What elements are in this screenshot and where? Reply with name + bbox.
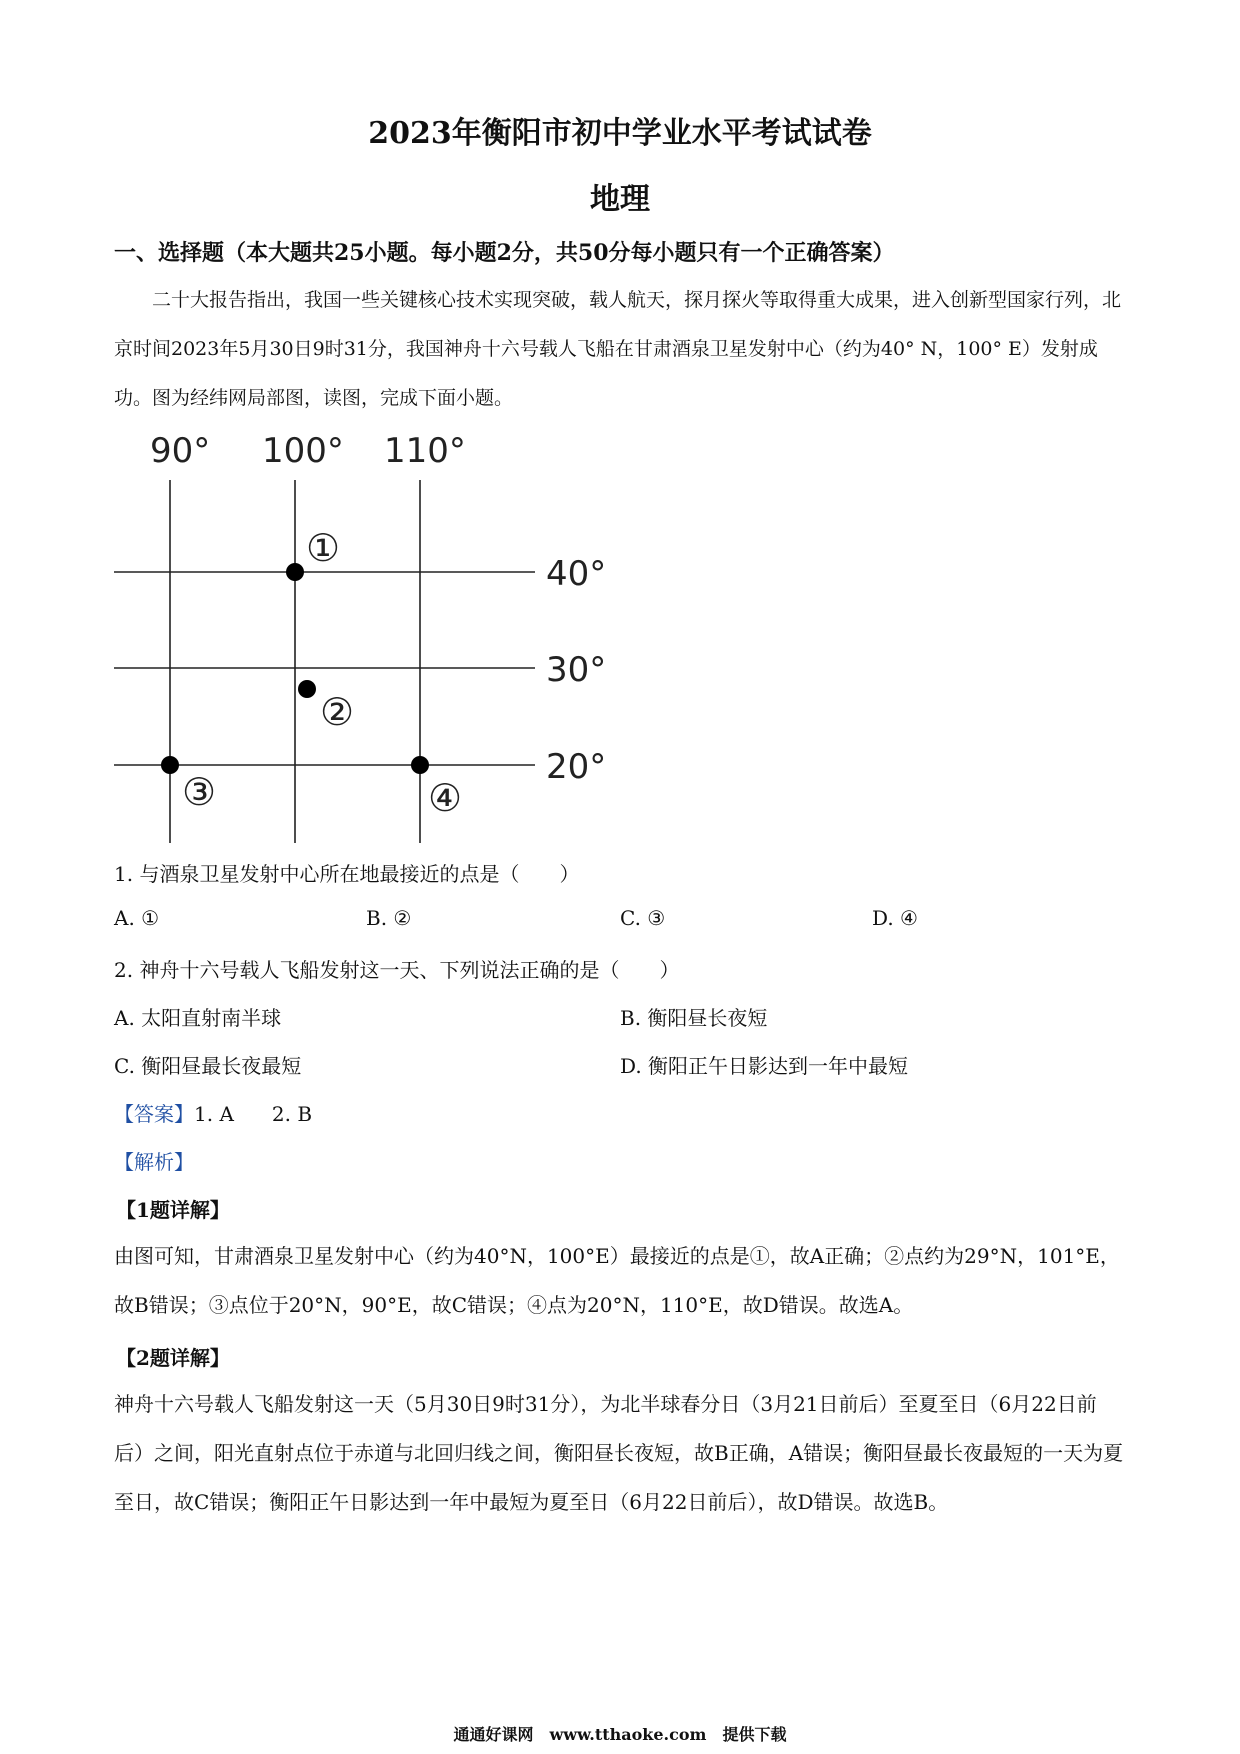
point-2-dot [298, 680, 316, 698]
lon-label-110: 110° [384, 431, 466, 471]
question-1-option-b: B. ② [366, 906, 412, 930]
subject-title: 地理 [590, 182, 650, 217]
question-1-stem: 1. 与酒泉卫星发射中心所在地最接近的点是（ ） [114, 862, 580, 886]
exam-title: 2023年衡阳市初中学业水平考试试卷 [368, 116, 872, 151]
question-1-option-c: C. ③ [620, 906, 666, 930]
question-1-option-d: D. ④ [872, 906, 918, 930]
lat-label-30: 30° [546, 650, 607, 690]
lon-label-100: 100° [262, 431, 344, 471]
footer-source: 通通好课网 www.tthaoke.com 提供下载 [453, 1725, 787, 1744]
question-2-option-a: A. 太阳直射南半球 [114, 1006, 282, 1030]
point-4-label: ④ [428, 776, 463, 820]
answer-2: 2. B [271, 1102, 313, 1126]
answer-1: 1. A [194, 1102, 234, 1126]
lat-label-40: 40° [546, 554, 607, 594]
question-2-stem: 2. 神舟十六号载人飞船发射这一天、下列说法正确的是（ ） [114, 958, 680, 982]
lat-lon-grid-map [110, 425, 630, 845]
analysis-label: 【解析】 [114, 1150, 194, 1174]
detail-2-text: 神舟十六号载人飞船发射这一天（5月30日9时31分），为北半球春分日（3月21日前后）至夏至日（6月22日前后）之间，阳光直射点位于赤道与北回归线之间，衡阳昼长夜短，故B正确，A错误；衡阳昼最长夜最短的一天为夏至日，故C错误；衡阳正午日影达到一年中最短为夏至日（6月22日前后），故D错误。故选B。 [114, 1392, 1124, 1514]
point-2-label: ② [320, 690, 355, 734]
point-1-dot [286, 563, 304, 581]
question-2-option-d: D. 衡阳正午日影达到一年中最短 [620, 1054, 909, 1078]
question-1-option-a: A. ① [114, 906, 160, 930]
point-3-dot [161, 756, 179, 774]
question-2-option-b: B. 衡阳昼长夜短 [620, 1006, 768, 1030]
answer-line [114, 1098, 312, 1127]
lon-label-90: 90° [150, 431, 211, 471]
lat-label-20: 20° [546, 747, 607, 787]
point-1-label: ① [306, 526, 341, 570]
section-heading: 一、选择题（本大题共25小题。每小题2分，共50分每小题只有一个正确答案） [114, 240, 895, 266]
detail-2-heading: 【2题详解】 [116, 1346, 230, 1370]
answer-label: 【答案】 [114, 1102, 194, 1126]
question-2-option-c: C. 衡阳昼最长夜最短 [114, 1054, 302, 1078]
detail-1-text: 由图可知，甘肃酒泉卫星发射中心（约为40°N，100°E）最接近的点是①，故A正确；②点约为29°N，101°E，故B错误；③点位于20°N，90°E，故C错误；④点为20°N，110°E，故D错误。故选A。 [114, 1244, 1120, 1317]
detail-1-heading: 【1题详解】 [116, 1198, 230, 1222]
intro-paragraph: 二十大报告指出，我国一些关键核心技术实现突破，载人航天，探月探火等取得重大成果，进入创新型国家行列，北京时间2023年5月30日9时31分，我国神舟十六号载人飞船在甘肃酒泉卫星发射中心（约为40° N，100° E）发射成功。图为经纬网局部图，读图，完成下面小题。 [114, 289, 1122, 409]
point-4-dot [411, 756, 429, 774]
point-3-label: ③ [182, 770, 217, 814]
